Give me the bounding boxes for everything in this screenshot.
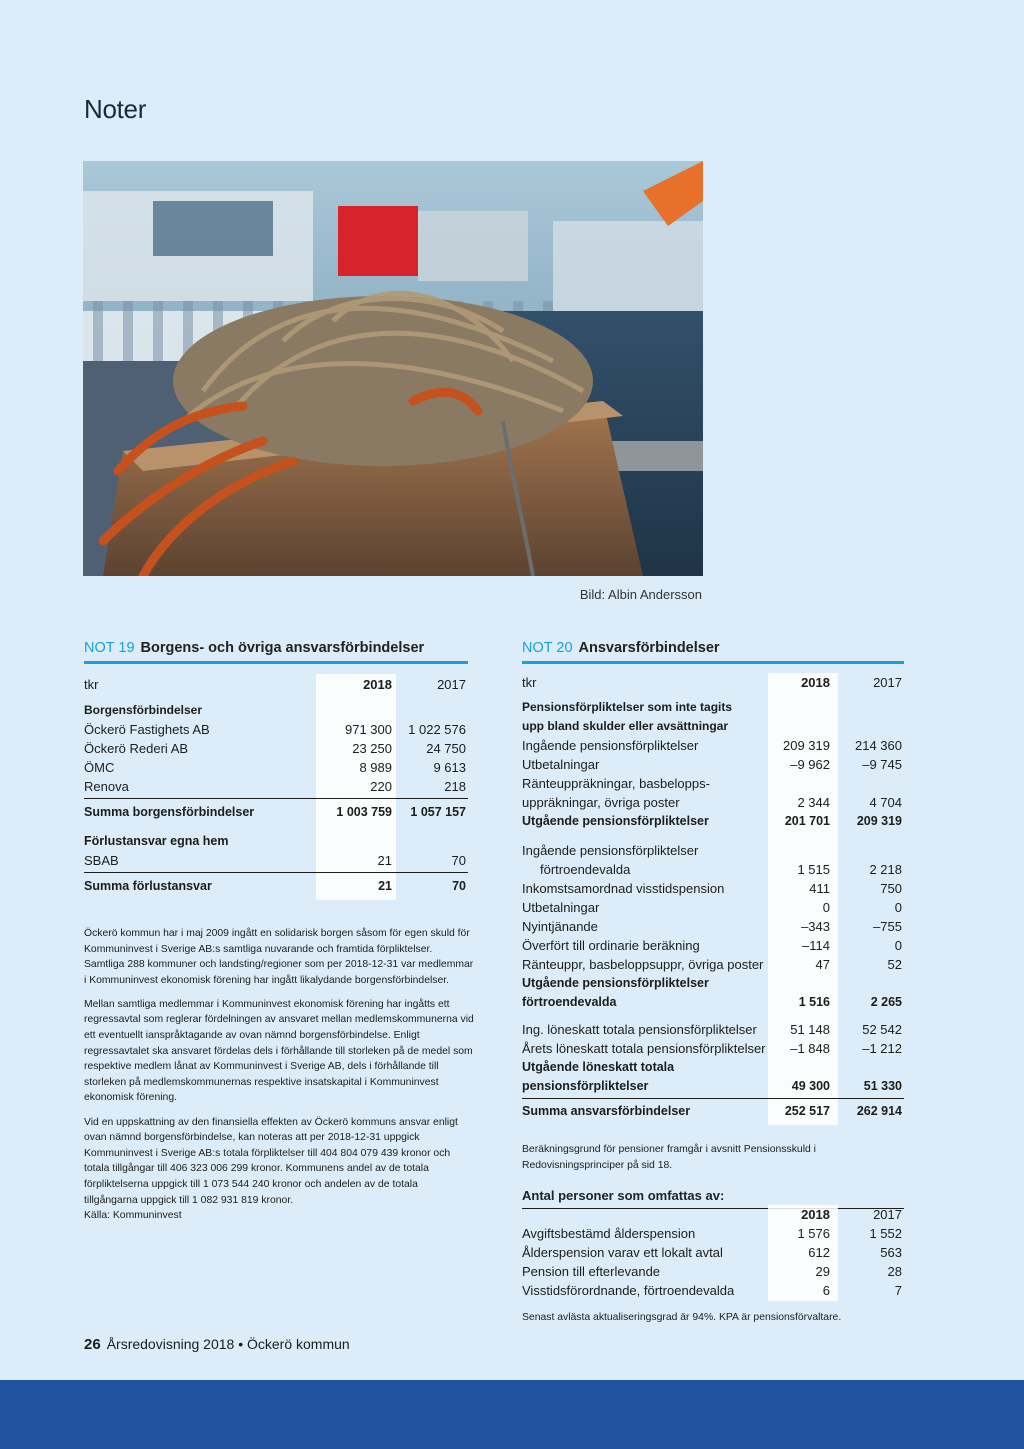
photo-illustration-icon: [83, 161, 703, 576]
paragraph: Mellan samtliga medlemmar i Kommuninvest ekonomisk förening har ingåtts ett regressavtal som reglerar fördelningen av ansvaret mellan medlemskommunerna vid ett eventuellt ianspråktagande av ovan nämnd borgensförbindelse. Enligt regressavtalet ska ansvaret fördelas dels i förhållande till storleken på de medel som respektive medlem lånat av Kommuninvest i Sverige AB, dels i förhållande till storleken på medlemskommunernas respektive insatskapital i Kommuninvest ekonomisk förening.: [84, 998, 474, 1104]
table-row: Öckerö Rederi AB 23 250 24 750: [84, 741, 466, 756]
footer-text: Årsredovisning 2018 • Öckerö kommun: [106, 1336, 350, 1352]
table-row: förtroendevalda 1 515 2 218: [540, 862, 902, 877]
note20-rule: [522, 661, 904, 664]
note20-footnote: Senast avlästa aktualiseringsgrad är 94%. KPA är pensionsförvaltare.: [522, 1312, 842, 1323]
harbor-photo: [83, 161, 703, 576]
sum-row: Utgående pensionsförpliktelser 201 701 209 319: [522, 814, 902, 828]
persons-table: [522, 1205, 904, 1305]
table-row: Ing. löneskatt totala pensionsförpliktelser 51 148 52 542: [522, 1022, 902, 1037]
table-row: Utbetalningar –9 962 –9 745: [522, 757, 902, 772]
note20-basis-text: Beräkningsgrund för pensioner framgår i avsnitt Pensionsskuld i Redovisningsprinciper på sid 18.: [522, 1144, 816, 1171]
note19-heading: [84, 640, 424, 656]
page-title: Noter: [84, 94, 147, 124]
table-row: Ålderspension varav ett lokalt avtal 612 563: [522, 1245, 902, 1260]
page-number: 26: [84, 1336, 101, 1353]
table-row: Ränteuppräkningar, basbelopps-: [522, 776, 710, 791]
table-row: Renova 220 218: [84, 779, 466, 794]
table-row: Visstidsförordnande, förtroendevalda 6 7: [522, 1283, 902, 1298]
note20-table: tkr 2018 2017 Pensionsförpliktelser som inte tagits upp bland skulder eller avsättningar Ingående pensionsförpliktelser 209 319 214 360 Utbetalningar –9 962 –9 745 Ränteuppräkningar, basbelopps- uppräkningar, övriga poster 2 344 4 704 Utgående pensionsförpliktelser 201 701 209 319 Ingående pensionsförpliktelser förtroendevalda 1 515 2 218 Inkomstsamordnad visstidspension 411 750 Utbetalningar 0 0 Nyintjänande –343 –755 Överfört till ordinarie beräkning –114 0 Ränteuppr, basbeloppsuppr, övriga poster 47 52 Utgående pensionsförpliktelser förtroendevalda 1 516 2 265 Ing. löneskatt totala pensionsförpliktelser 51 148 52 542 Årets löneskatt totala pensionsförpliktelser –1 848 –1 212 Utgående löneskatt totala pensionsförpliktelser 49 300 51 330 Summa ansvarsförbindelser 252 517 262 914: [522, 673, 904, 1133]
table-header: tkr 2018 2017: [522, 675, 902, 690]
total-row: Summa ansvarsförbindelser 252 517 262 914: [522, 1104, 902, 1118]
table-row: Avgiftsbestämd ålderspension 1 576 1 552: [522, 1226, 902, 1241]
table-row: Ränteuppr, basbeloppsuppr, övriga poster 47 52: [522, 957, 902, 972]
table-row: Överfört till ordinarie beräkning –114 0: [522, 938, 902, 953]
note19-table: tkr 2018 2017 Borgensförbindelser Öckerö Fastighets AB 971 300 1 022 576 Öckerö Rederi AB 23 250 24 750 ÖMC 8 989 9 613 Renova 220 218 Summa borgensförbindelser 1 003 759 1 057 157 Förlustansvar egna hem SBAB 21 70 Summa förlustansvar 21 70: [84, 674, 468, 904]
paragraph: Öckerö kommun har i maj 2009 ingått en solidarisk borgen såsom för egen skuld för Kommuninvest i Sverige AB:s samtliga nuvarande och framtida förpliktelser. Samtliga 288 kommuner och landsting/regioner som per 2018-12-31 var medlemmar i Kommuninvest ekonomisk förening har ingått likalydande borgensförbindelser.: [84, 928, 474, 986]
table-row: Ingående pensionsförpliktelser 209 319 214 360: [522, 738, 902, 753]
table-row: Öckerö Fastighets AB 971 300 1 022 576: [84, 722, 466, 737]
table-row: SBAB 21 70: [84, 853, 466, 868]
table-row: Utbetalningar 0 0: [522, 900, 902, 915]
table-row: Inkomstsamordnad visstidspension 411 750: [522, 881, 902, 896]
note19-title: Borgens- och övriga ansvarsförbindelser: [140, 640, 425, 656]
source: Källa: Kommuninvest: [84, 1210, 182, 1222]
note20-number: NOT 20: [522, 640, 573, 656]
note19-body: [84, 926, 474, 1224]
footer: [84, 1336, 350, 1353]
table-header: 2018 2017: [801, 1207, 902, 1222]
sum-row: förtroendevalda 1 516 2 265: [522, 995, 902, 1009]
table-row: Pension till efterlevande 29 28: [522, 1264, 902, 1279]
table-row: ÖMC 8 989 9 613: [84, 760, 466, 775]
table-row: Ingående pensionsförpliktelser: [522, 843, 699, 858]
table-row: Årets löneskatt totala pensionsförpliktelser –1 848 –1 212: [522, 1041, 902, 1056]
photo-credit: Bild: Albin Andersson: [579, 587, 702, 602]
bottom-band: [0, 1380, 1024, 1449]
sum-row: Summa förlustansvar 21 70: [84, 879, 466, 893]
note19-rule: [84, 661, 468, 664]
note20-title: Ansvarsförbindelser: [578, 640, 720, 656]
note20-heading: [522, 640, 720, 656]
sum-row: Summa borgensförbindelser 1 003 759 1 057 157: [84, 805, 466, 819]
table-row: uppräkningar, övriga poster 2 344 4 704: [522, 795, 902, 810]
note19-number: NOT 19: [84, 640, 135, 656]
table-header: tkr 2018 2017: [84, 677, 466, 692]
sum-row: pensionsförpliktelser 49 300 51 330: [522, 1079, 902, 1093]
table-row: Nyintjänande –343 –755: [522, 919, 902, 934]
paragraph: Vid en uppskattning av den finansiella effekten av Öckerö kommuns ansvar enligt ovan nämnd borgensförbindelse, kan noteras att per 2018-12-31 uppgick Kommuninvest i Sverige AB:s totala förpliktelser till 404 804 079 439 kronor och totala tillgångar till 406 323 006 299 kronor. Kommunens andel av de totala förpliktelserna uppgick till 1 073 544 240 kronor och andelen av de totala tillgångarna uppgick till 1 082 931 819 kronor.: [84, 1116, 458, 1206]
persons-title: Antal personer som omfattas av:: [522, 1188, 725, 1203]
